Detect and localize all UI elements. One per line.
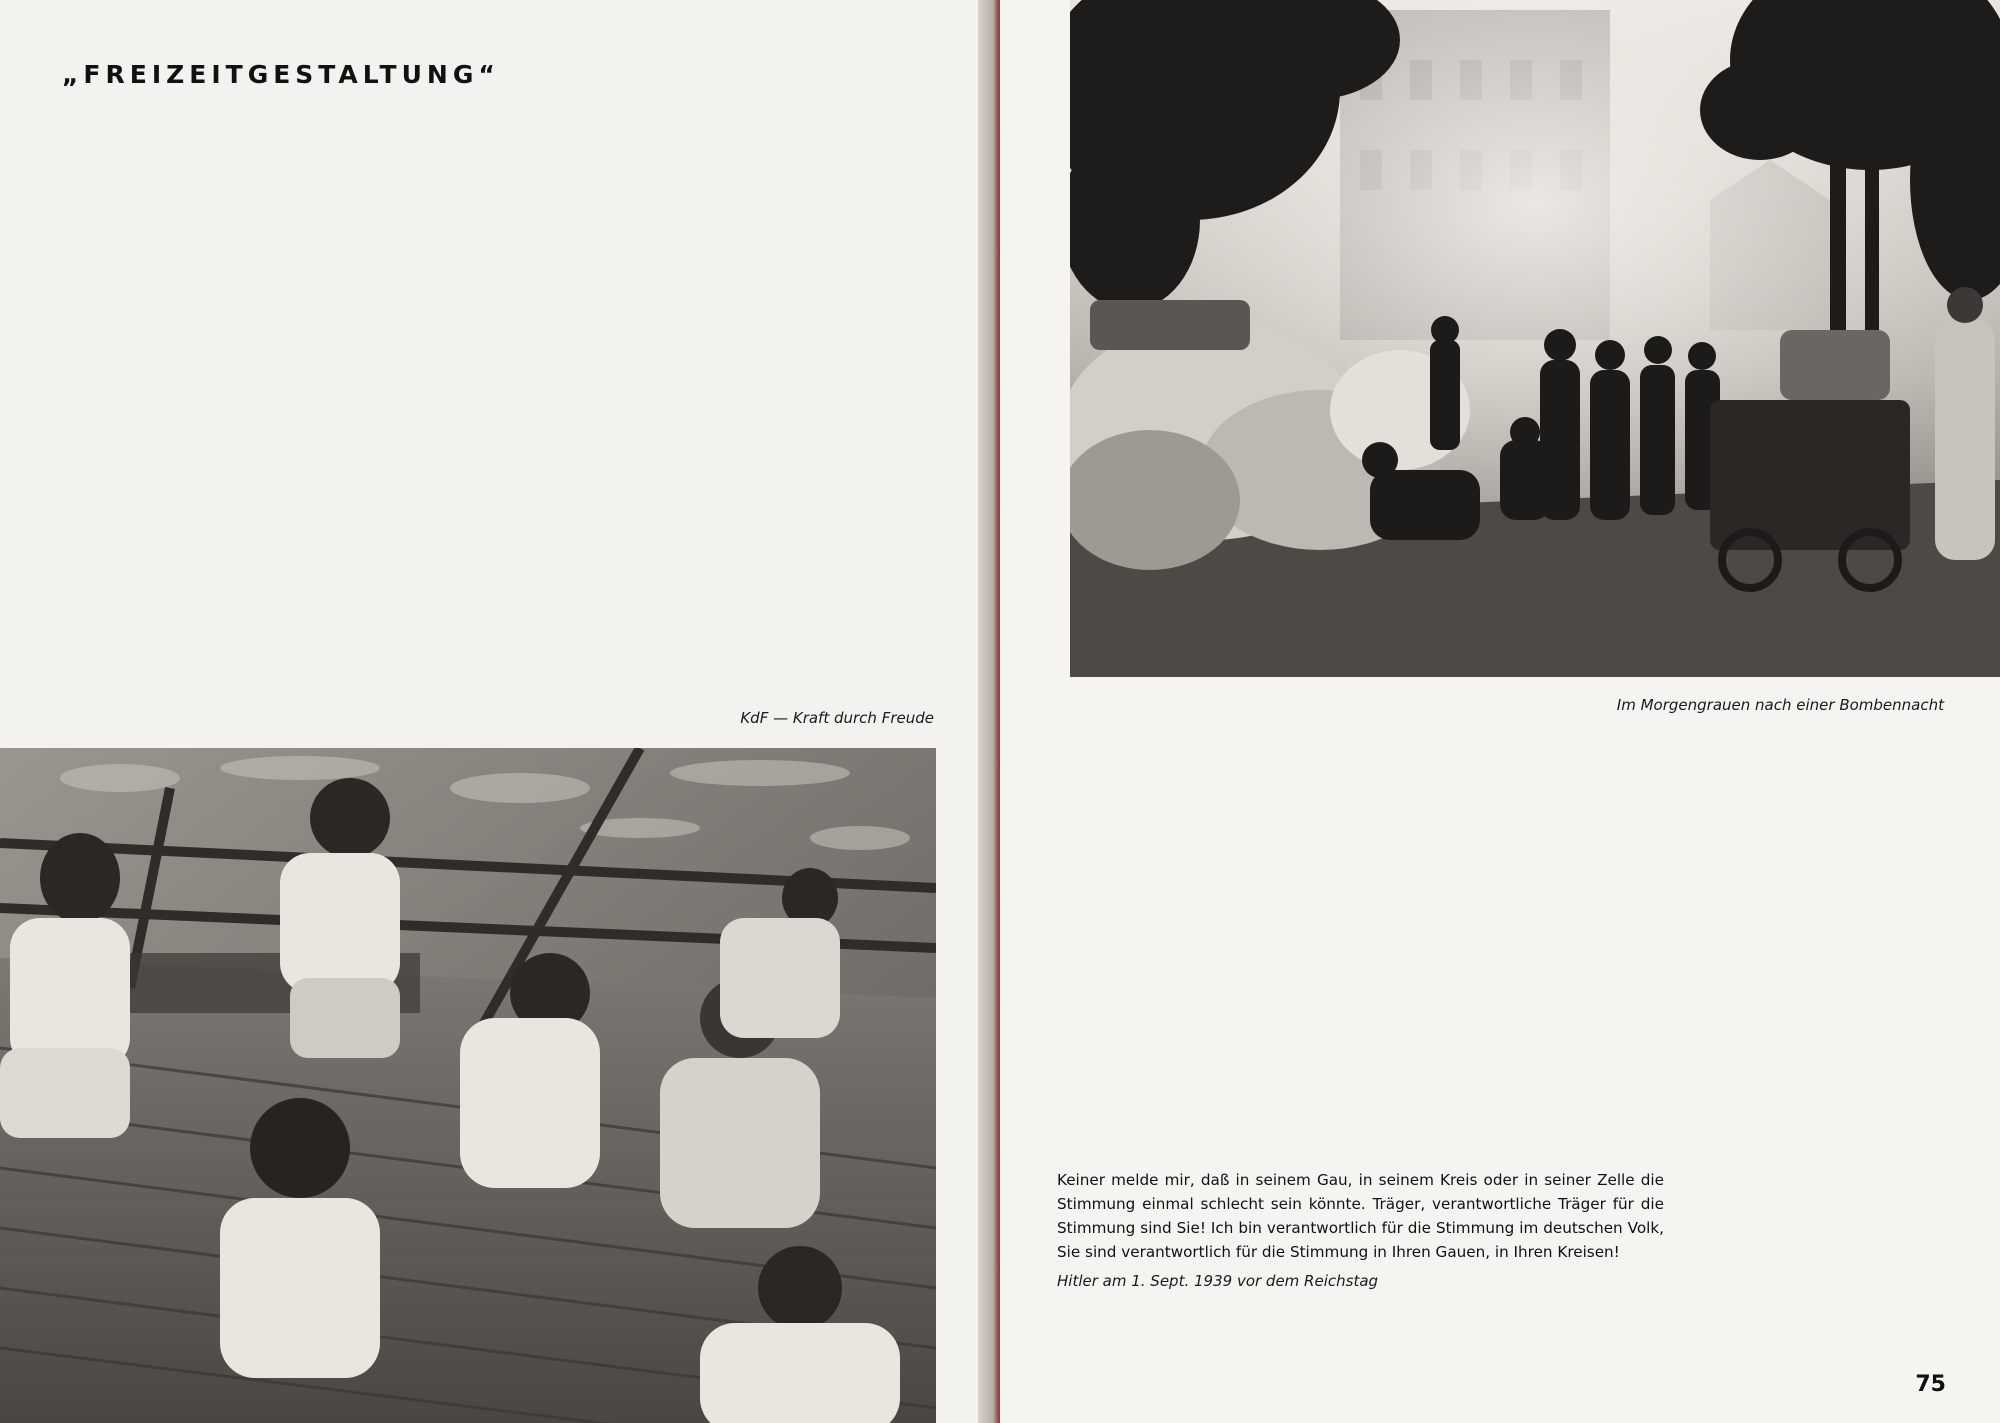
deck-dancers-photo-icon	[0, 748, 936, 1423]
photo-bomb-night-street	[1070, 0, 2000, 677]
section-title: „FREIZEITGESTALTUNG“	[62, 60, 500, 89]
quote-text: Keiner melde mir, daß in seinem Gau, in seinem Kreis oder in seiner Zelle die Stimmung einmal schlecht sein könnte. Träger, verantwortliche Träger für die Stimmung sind Sie! Ich bin verantwortlich für die Stimmung im deutschen Volk, Sie sind verantwortlich für die Stimmung in Ihren Gauen, in Ihren Kreisen!	[1057, 1171, 1664, 1261]
photo-caption-left: KdF — Kraft durch Freude	[740, 709, 934, 727]
right-page	[1000, 0, 2000, 1423]
photo-deck-dancers	[0, 748, 936, 1423]
left-page	[0, 0, 978, 1423]
quote-source: Hitler am 1. Sept. 1939 vor dem Reichstag	[1057, 1272, 1379, 1290]
page-number: 75	[1915, 1372, 1946, 1397]
bomb-night-street-photo-icon	[1070, 0, 2000, 677]
photo-caption-right: Im Morgengrauen nach einer Bombennacht	[1616, 696, 1944, 714]
